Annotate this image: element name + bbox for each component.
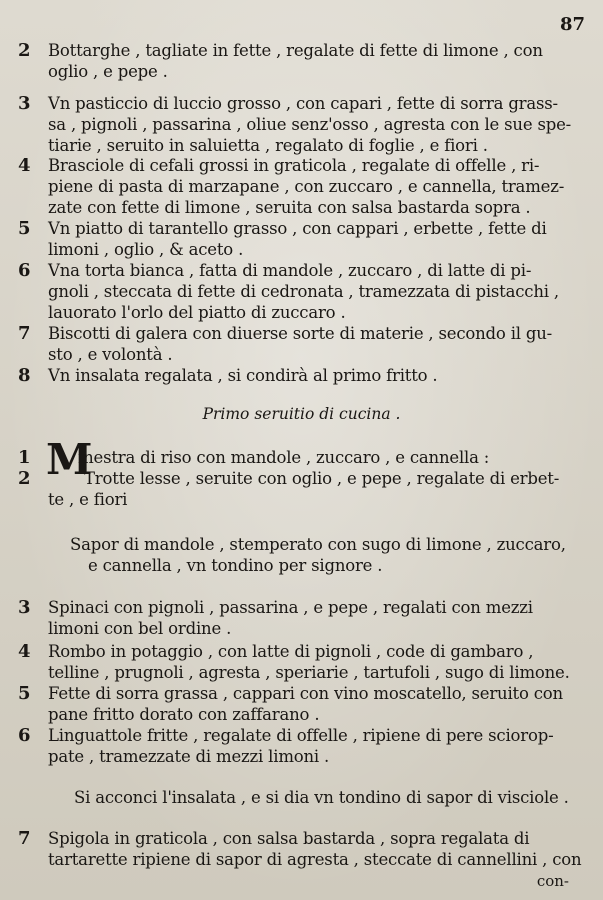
item-number: 2 xyxy=(18,40,31,61)
item-line: Biscotti di galera con diuerse sorte di materie , secondo il gu- xyxy=(48,324,553,343)
item-line: telline , prugnoli , agresta , speriarie , tartufoli , sugo di limone. xyxy=(48,663,570,682)
item-line: te , e fiori xyxy=(48,490,128,509)
item-line: sto , e volontà . xyxy=(48,345,173,364)
section-title: Primo seruitio di cucina . xyxy=(202,405,401,423)
item-line: gnoli , steccata di fette di cedronata , tramezzata di pistacchi , xyxy=(48,282,559,301)
item-number: 2 xyxy=(18,468,31,489)
note-line: e cannella , vn tondino per signore . xyxy=(88,556,383,575)
insalata-note xyxy=(74,787,594,808)
item-line: limoni , oglio , & aceto . xyxy=(48,240,244,259)
item-line: Vn piatto di tarantello grasso , con cappari , erbette , fette di xyxy=(48,219,547,238)
item-line: Vn insalata regalata , si condirà al primo fritto . xyxy=(48,366,438,385)
list-item xyxy=(18,93,596,156)
item-line: Rombo in potaggio , con latte di pignoli , code di gambaro , xyxy=(48,642,534,661)
item-number: 3 xyxy=(18,597,31,618)
list-item xyxy=(18,641,596,683)
list-item xyxy=(18,155,596,218)
drop-cap: M xyxy=(46,435,93,484)
item-number: 4 xyxy=(18,155,31,176)
note-line: Sapor di mandole , stemperato con sugo di limone , zuccaro, xyxy=(70,535,566,554)
list-item xyxy=(18,260,596,323)
item-line: Spinaci con pignoli , passarina , e pepe , regalati con mezzi xyxy=(48,598,533,617)
item-line: pane fritto dorato con zaffarano . xyxy=(48,705,320,724)
list-item xyxy=(18,40,596,82)
item-number: 7 xyxy=(18,828,31,849)
list-item xyxy=(18,447,588,468)
item-number: 4 xyxy=(18,641,31,662)
list-item xyxy=(18,365,596,386)
list-item xyxy=(18,218,596,260)
sapor-note xyxy=(70,534,590,576)
page-number: 87 xyxy=(559,14,585,35)
item-line: Bottarghe , tagliate in fette , regalate di fette di limone , con xyxy=(48,41,543,60)
item-number: 1 xyxy=(18,447,31,468)
list-item xyxy=(18,323,596,365)
item-line: sa , pignoli , passarina , oliue senz'osso , agresta con le sue spe- xyxy=(48,115,572,134)
item-number: 5 xyxy=(18,683,31,704)
list-item xyxy=(18,725,596,767)
item-number: 5 xyxy=(18,218,31,239)
note-line: Si acconci l'insalata , e si dia vn tondino di sapor di visciole . xyxy=(74,788,569,807)
item-line: Spigola in graticola , con salsa bastarda , sopra regalata di xyxy=(48,829,530,848)
catchword: con- xyxy=(536,872,569,890)
item-line: pate , tramezzate di mezzi limoni . xyxy=(48,747,330,766)
item-line: zate con fette di limone , seruita con salsa bastarda sopra . xyxy=(48,198,531,217)
item-line: Brasciole di cefali grossi in graticola , regalate di offelle , ri- xyxy=(48,156,540,175)
item-line: Fette di sorra grassa , cappari con vino moscatello, seruito con xyxy=(48,684,563,703)
item-number: 6 xyxy=(18,725,31,746)
item-line: tiarie , seruito in saluietta , regalato di foglie , e fiori . xyxy=(48,136,488,155)
item-line: Vna torta bianca , fatta di mandole , zuccaro , di latte di pi- xyxy=(48,261,532,280)
item-line: limoni con bel ordine . xyxy=(48,619,232,638)
item-number: 6 xyxy=(18,260,31,281)
list-item xyxy=(18,828,596,870)
list-item xyxy=(18,468,590,510)
item-number: 3 xyxy=(18,93,31,114)
list-item xyxy=(18,683,596,725)
item-number: 7 xyxy=(18,323,31,344)
item-line: tartarette ripiene di sapor di agresta , steccate di cannellini , con xyxy=(48,850,582,869)
item-line: oglio , e pepe . xyxy=(48,62,168,81)
list-item xyxy=(18,597,596,639)
item-line: Linguattole fritte , regalate di offelle , ripiene di pere sciorop- xyxy=(48,726,554,745)
item-line: Vn pasticcio di luccio grosso , con capari , fette di sorra grass- xyxy=(48,94,558,113)
item-line: inestra di riso con mandole , zuccaro , e cannella : xyxy=(78,448,490,467)
item-line: lauorato l'orlo del piatto di zuccaro . xyxy=(48,303,346,322)
item-line: Trotte lesse , seruite con oglio , e pepe , regalate di erbet- xyxy=(84,469,560,488)
item-line: piene di pasta di marzapane , con zuccaro , e cannella, tramez- xyxy=(48,177,565,196)
item-number: 8 xyxy=(18,365,31,386)
